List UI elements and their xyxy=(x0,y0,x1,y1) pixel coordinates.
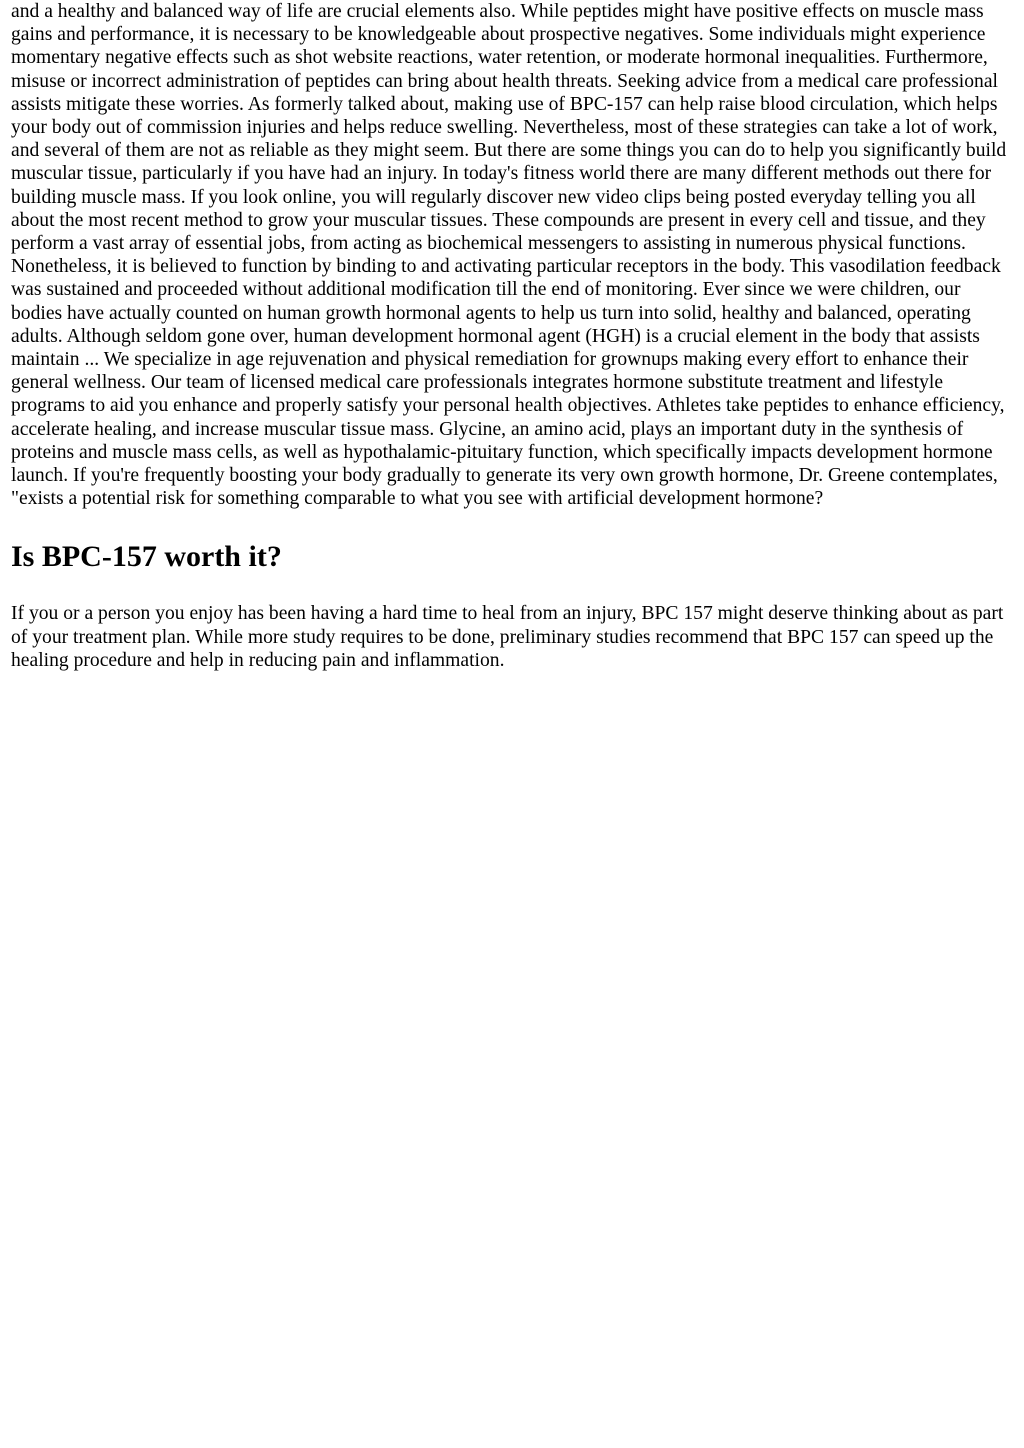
article-paragraph-intro: and a healthy and balanced way of life are crucial elements also. While peptides might have positive effects on muscle mass gains and performance, it is necessary to be knowledgeable about prospective negatives. Some individuals might experience momentary negative effects such as shot website reactions, water retention, or moderate hormonal inequalities. Furthermore, misuse or incorrect administration of peptides can bring about health threats. Seeking advice from a medical care professional assists mitigate these worries. As formerly talked about, making use of BPC-157 can help raise blood circulation, which helps your body out of commission injuries and helps reduce swelling. Nevertheless, most of these strategies can take a lot of work, and several of them are not as reliable as they might seem. But there are some things you can do to help you significantly build muscular tissue, particularly if you have had an injury. In today's fitness world there are many different methods out there for building muscle mass. If you look online, you will regularly discover new video clips being posted everyday telling you all about the most recent method to grow your muscular tissues. These compounds are present in every cell and tissue, and they perform a vast array of essential jobs, from acting as biochemical messengers to assisting in numerous physical functions. Nonetheless, it is believed to function by binding to and activating particular receptors in the body. This vasodilation feedback was sustained and proceeded without additional modification till the end of monitoring. Ever since we were children, our bodies have actually counted on human growth hormonal agents to help us turn into solid, healthy and balanced, operating adults. Although seldom gone over, human development hormonal agent (HGH) is a crucial element in the body that assists maintain ... We specialize in age rejuvenation and physical remediation for grownups making every effort to enhance their general wellness. Our team of licensed medical care professionals integrates hormone substitute treatment and lifestyle programs to aid you enhance and properly satisfy your personal health objectives. Athletes take peptides to enhance efficiency, accelerate healing, and increase muscular tissue mass. Glycine, an amino acid, plays an important duty in the synthesis of proteins and muscle mass cells, as well as hypothalamic-pituitary function, which specifically impacts development hormone launch. If you're frequently boosting your body gradually to generate its very own growth hormone, Dr. Greene contemplates, "exists a potential risk for something comparable to what you see with artificial development hormone? xyxy=(11,1,1007,510)
section-heading: Is BPC-157 worth it? xyxy=(11,540,282,574)
article-body xyxy=(11,0,1013,672)
article-paragraph-section: If you or a person you enjoy has been having a hard time to heal from an injury, BPC 157 might deserve thinking about as part of your treatment plan. While more study requires to be done, preliminary studies recommend that BPC 157 can speed up the healing procedure and help in reducing pain and inflammation. xyxy=(11,603,1004,671)
